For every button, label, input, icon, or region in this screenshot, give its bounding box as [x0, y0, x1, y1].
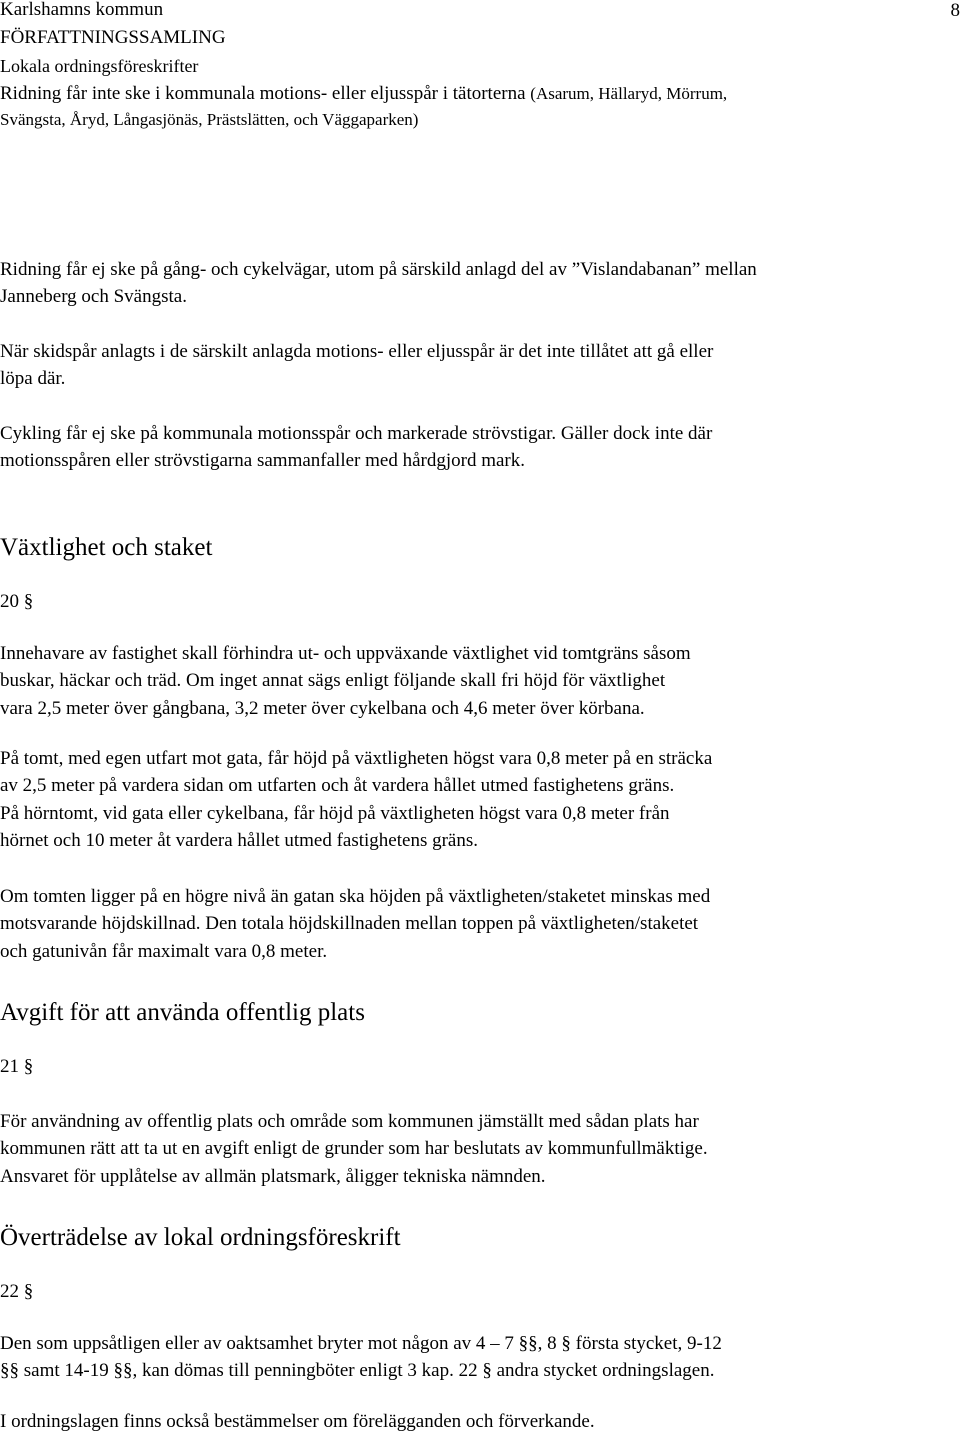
text-line: Ansvaret för upplåtelse av allmän platsmark, åligger tekniska nämnden. — [0, 1165, 546, 1187]
regulation-title: Lokala ordningsföreskrifter — [0, 56, 199, 76]
text-line: För användning av offentlig plats och område som kommunen jämställt med sådan plats har — [0, 1111, 699, 1132]
text-line: I ordningslagen finns också bestämmelser om förelägganden och förverkande. — [0, 1411, 595, 1432]
text-line: På hörntomt, vid gata eller cykelbana, får höjd på växtligheten högst vara 0,8 meter från — [0, 802, 670, 824]
text-line: Cykling får ej ske på kommunala motionsspår och markerade strövstigar. Gäller dock inte där — [0, 423, 713, 444]
intro-main-text: Ridning får inte ske i kommunala motions- eller eljusspår i tätorterna — [0, 83, 526, 104]
section-heading: Avgift för att använda offentlig plats — [0, 999, 365, 1026]
text-line: §§ samt 14-19 §§, kan dömas till penningböter enligt 3 kap. 22 § andra stycket ordningslagen. — [0, 1360, 715, 1382]
section-paragraph — [0, 1330, 960, 1385]
paragraph-riding-paths — [0, 256, 960, 311]
text-line: Janneberg och Svängsta. — [0, 286, 187, 308]
text-line: motsvarande höjdskillnad. Den totala höjdskillnaden mellan toppen på växtligheten/staketet — [0, 913, 699, 935]
municipality-name: Karlshamns kommun — [0, 0, 164, 20]
text-line: Om tomten ligger på en högre nivå än gatan ska höjden på växtligheten/staketet minskas med — [0, 886, 711, 907]
intro-places-1: (Asarum, Hällaryd, Mörrum, — [530, 84, 728, 103]
section-heading: Växtlighet och staket — [0, 534, 213, 561]
text-line: På tomt, med egen utfart mot gata, får höjd på växtligheten högst vara 0,8 meter på en sträcka — [0, 748, 713, 769]
section-paragraph — [0, 640, 960, 722]
text-line: hörnet och 10 meter åt vardera hållet utmed fastighetens gräns. — [0, 829, 478, 851]
section-paragraph — [0, 1408, 960, 1435]
section-paragraph — [0, 1108, 960, 1190]
text-line: Innehavare av fastighet skall förhindra ut- och uppväxande växtlighet vid tomtgräns såsom — [0, 643, 691, 664]
text-line: löpa där. — [0, 368, 66, 390]
page-number: 8 — [950, 0, 960, 21]
intro-places-2: Svängsta, Åryd, Långasjönäs, Prästslätten, och Väggaparken) — [0, 110, 419, 129]
intro-line-1 — [0, 80, 727, 108]
section-number: 21 § — [0, 1056, 34, 1077]
text-line: När skidspår anlagts i de särskilt anlagda motions- eller eljusspår är det inte tillåtet att gå eller — [0, 341, 714, 362]
text-line: Ridning får ej ske på gång- och cykelvägar, utom på särskild anlagd del av ”Vislandabanan” mellan — [0, 259, 757, 280]
paragraph-ski-tracks — [0, 338, 960, 393]
text-line: av 2,5 meter på vardera sidan om utfarten och åt vardera hållet utmed fastighetens gräns. — [0, 775, 675, 797]
text-line: vara 2,5 meter över gångbana, 3,2 meter över cykelbana och 4,6 meter över körbana. — [0, 697, 645, 719]
text-line: buskar, häckar och träd. Om inget annat sägs enligt följande skall fri höjd för växtlighet — [0, 670, 666, 692]
collection-title: FÖRFATTNINGSSAMLING — [0, 27, 226, 48]
section-heading: Överträdelse av lokal ordningsföreskrift — [0, 1224, 401, 1251]
text-line: kommunen rätt att ta ut en avgift enligt de grunder som har beslutats av kommunfullmäktige. — [0, 1138, 708, 1160]
text-line: Den som uppsåtligen eller av oaktsamhet bryter mot någon av 4 – 7 §§, 8 § första stycket, 9-12 — [0, 1333, 722, 1354]
section-paragraph — [0, 883, 960, 965]
text-line: och gatunivån får maximalt vara 0,8 meter. — [0, 940, 328, 962]
section-number: 22 § — [0, 1281, 34, 1302]
text-line: motionsspåren eller strövstigarna sammanfaller med hårdgjord mark. — [0, 450, 525, 472]
paragraph-cycling — [0, 420, 960, 475]
section-number: 20 § — [0, 591, 34, 612]
section-paragraph — [0, 745, 960, 854]
